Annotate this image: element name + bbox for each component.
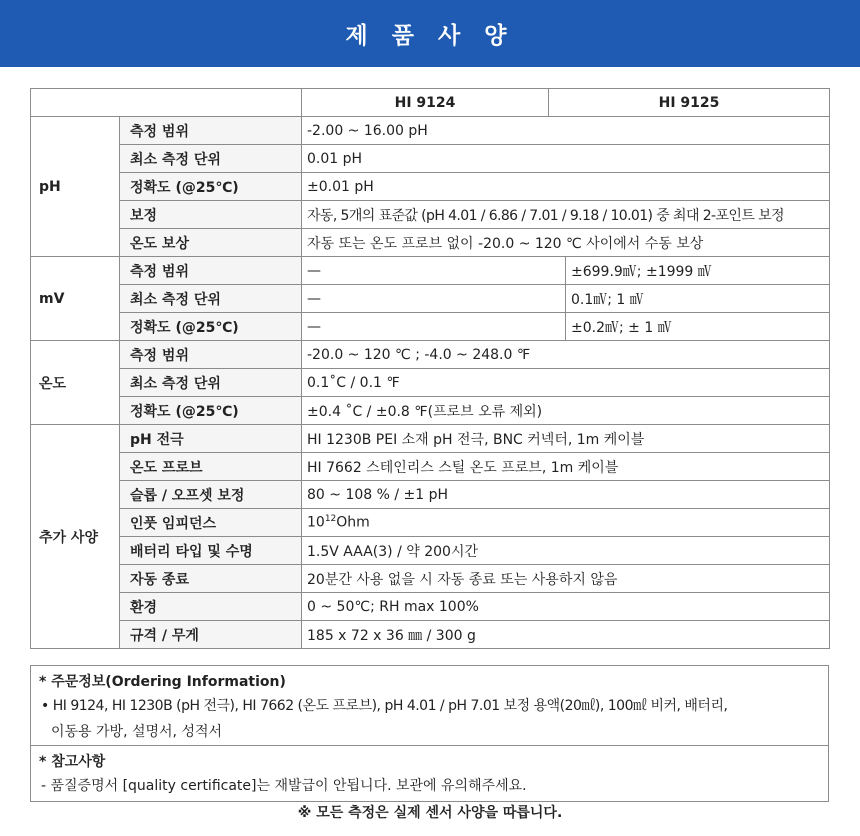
spec-label: 온도 보상 (120, 229, 302, 257)
table-row (31, 453, 830, 481)
impedance-unit: Ohm (336, 514, 370, 531)
page-title: 제 품 사 양 (345, 23, 515, 49)
spec-label: 환경 (120, 593, 302, 621)
table-row (31, 369, 830, 397)
table-row (31, 537, 830, 565)
spec-value: 80 ~ 108 % / ±1 pH (302, 481, 830, 509)
category-ph: pH (31, 117, 120, 257)
spec-value: 0 ~ 50℃; RH max 100% (302, 593, 830, 621)
spec-value: 0.1˚C / 0.1 ℉ (302, 369, 830, 397)
spec-value-hi9124: — (302, 257, 566, 285)
table-row (31, 425, 830, 453)
spec-value-hi9124: — (302, 285, 566, 313)
spec-label: 정확도 (@25℃) (120, 397, 302, 425)
spec-label: 최소 측정 단위 (120, 285, 302, 313)
spec-label: 규격 / 무게 (120, 621, 302, 649)
notes-section (31, 746, 828, 804)
table-row (31, 481, 830, 509)
spec-value-hi9124: — (302, 313, 566, 341)
header-row (31, 89, 830, 117)
table-row (31, 285, 830, 313)
spec-value: 20분간 사용 없을 시 자동 종료 또는 사용하지 않음 (302, 565, 830, 593)
spec-table (30, 88, 830, 649)
table-row (31, 173, 830, 201)
spec-value: ±0.01 pH (302, 173, 830, 201)
spec-label: 인풋 임피던스 (120, 509, 302, 537)
table-row (31, 593, 830, 621)
table-row (31, 201, 830, 229)
ordering-info-line: 이동용 가방, 설명서, 성적서 (51, 724, 223, 740)
table-row (31, 341, 830, 369)
spec-value: 0.01 pH (302, 145, 830, 173)
spec-label: 측정 범위 (120, 257, 302, 285)
model-header-hi9124: HI 9124 (302, 89, 549, 117)
spec-label: 배터리 타입 및 수명 (120, 537, 302, 565)
category-mv: mV (31, 257, 120, 341)
category-additional: 추가 사양 (31, 425, 120, 649)
spec-value: -20.0 ~ 120 ℃ ; -4.0 ~ 248.0 ℉ (302, 341, 830, 369)
spec-value-hi9125: ±699.9㎷; ±1999 ㎷ (566, 257, 830, 285)
impedance-base: 10 (307, 514, 325, 531)
header-blank-cell (31, 89, 302, 117)
page-title-banner (0, 0, 860, 67)
spec-value: ±0.4 ˚C / ±0.8 ℉(프로브 오류 제외) (302, 397, 830, 425)
spec-label: 보정 (120, 201, 302, 229)
table-row (31, 509, 830, 537)
notes-heading: * 참고사항 (39, 754, 106, 770)
ordering-info-line: • HI 9124, HI 1230B (pH 전극), HI 7662 (온도 프로브), pH 4.01 / pH 7.01 보정 용액(20㎖), 100㎖ 비커, 배터리, (41, 698, 728, 714)
spec-value: 자동, 5개의 표준값 (pH 4.01 / 6.86 / 7.01 / 9.18 / 10.01) 중 최대 2-포인트 보정 (302, 201, 830, 229)
category-temperature: 온도 (31, 341, 120, 425)
spec-value: HI 1230B PEI 소재 pH 전극, BNC 커넥터, 1m 케이블 (302, 425, 830, 453)
spec-value: 1.5V AAA(3) / 약 200시간 (302, 537, 830, 565)
spec-label: 슬롭 / 오프셋 보정 (120, 481, 302, 509)
spec-label: 최소 측정 단위 (120, 369, 302, 397)
spec-value-impedance (302, 509, 830, 537)
spec-value-hi9125: ±0.2㎷; ± 1 ㎷ (566, 313, 830, 341)
spec-value: HI 7662 스테인리스 스틸 온도 프로브, 1m 케이블 (302, 453, 830, 481)
table-row (31, 117, 830, 145)
table-row (31, 145, 830, 173)
spec-value: 자동 또는 온도 프로브 없이 -20.0 ~ 120 ℃ 사이에서 수동 보상 (302, 229, 830, 257)
table-row (31, 313, 830, 341)
spec-label: 최소 측정 단위 (120, 145, 302, 173)
table-row (31, 621, 830, 649)
table-row (31, 257, 830, 285)
notes-box (30, 665, 829, 802)
impedance-exponent: 12 (324, 514, 337, 525)
table-row (31, 565, 830, 593)
model-header-hi9125: HI 9125 (549, 89, 830, 117)
spec-label: pH 전극 (120, 425, 302, 453)
ordering-info-section (31, 666, 828, 746)
spec-value: -2.00 ~ 16.00 pH (302, 117, 830, 145)
table-row (31, 229, 830, 257)
spec-label: 정확도 (@25℃) (120, 313, 302, 341)
spec-value-hi9125: 0.1㎷; 1 ㎷ (566, 285, 830, 313)
spec-label: 온도 프로브 (120, 453, 302, 481)
spec-label: 측정 범위 (120, 117, 302, 145)
spec-label: 자동 종료 (120, 565, 302, 593)
footer-note: ※ 모든 측정은 실제 센서 사양을 따릅니다. (297, 805, 563, 821)
notes-line: - 품질증명서 [quality certificate]는 재발급이 안됩니다. 보관에 유의해주세요. (41, 778, 527, 794)
spec-label: 측정 범위 (120, 341, 302, 369)
table-row (31, 397, 830, 425)
spec-label: 정확도 (@25℃) (120, 173, 302, 201)
ordering-info-heading: * 주문정보(Ordering Information) (39, 674, 286, 690)
spec-value: 185 x 72 x 36 ㎜ / 300 g (302, 621, 830, 649)
